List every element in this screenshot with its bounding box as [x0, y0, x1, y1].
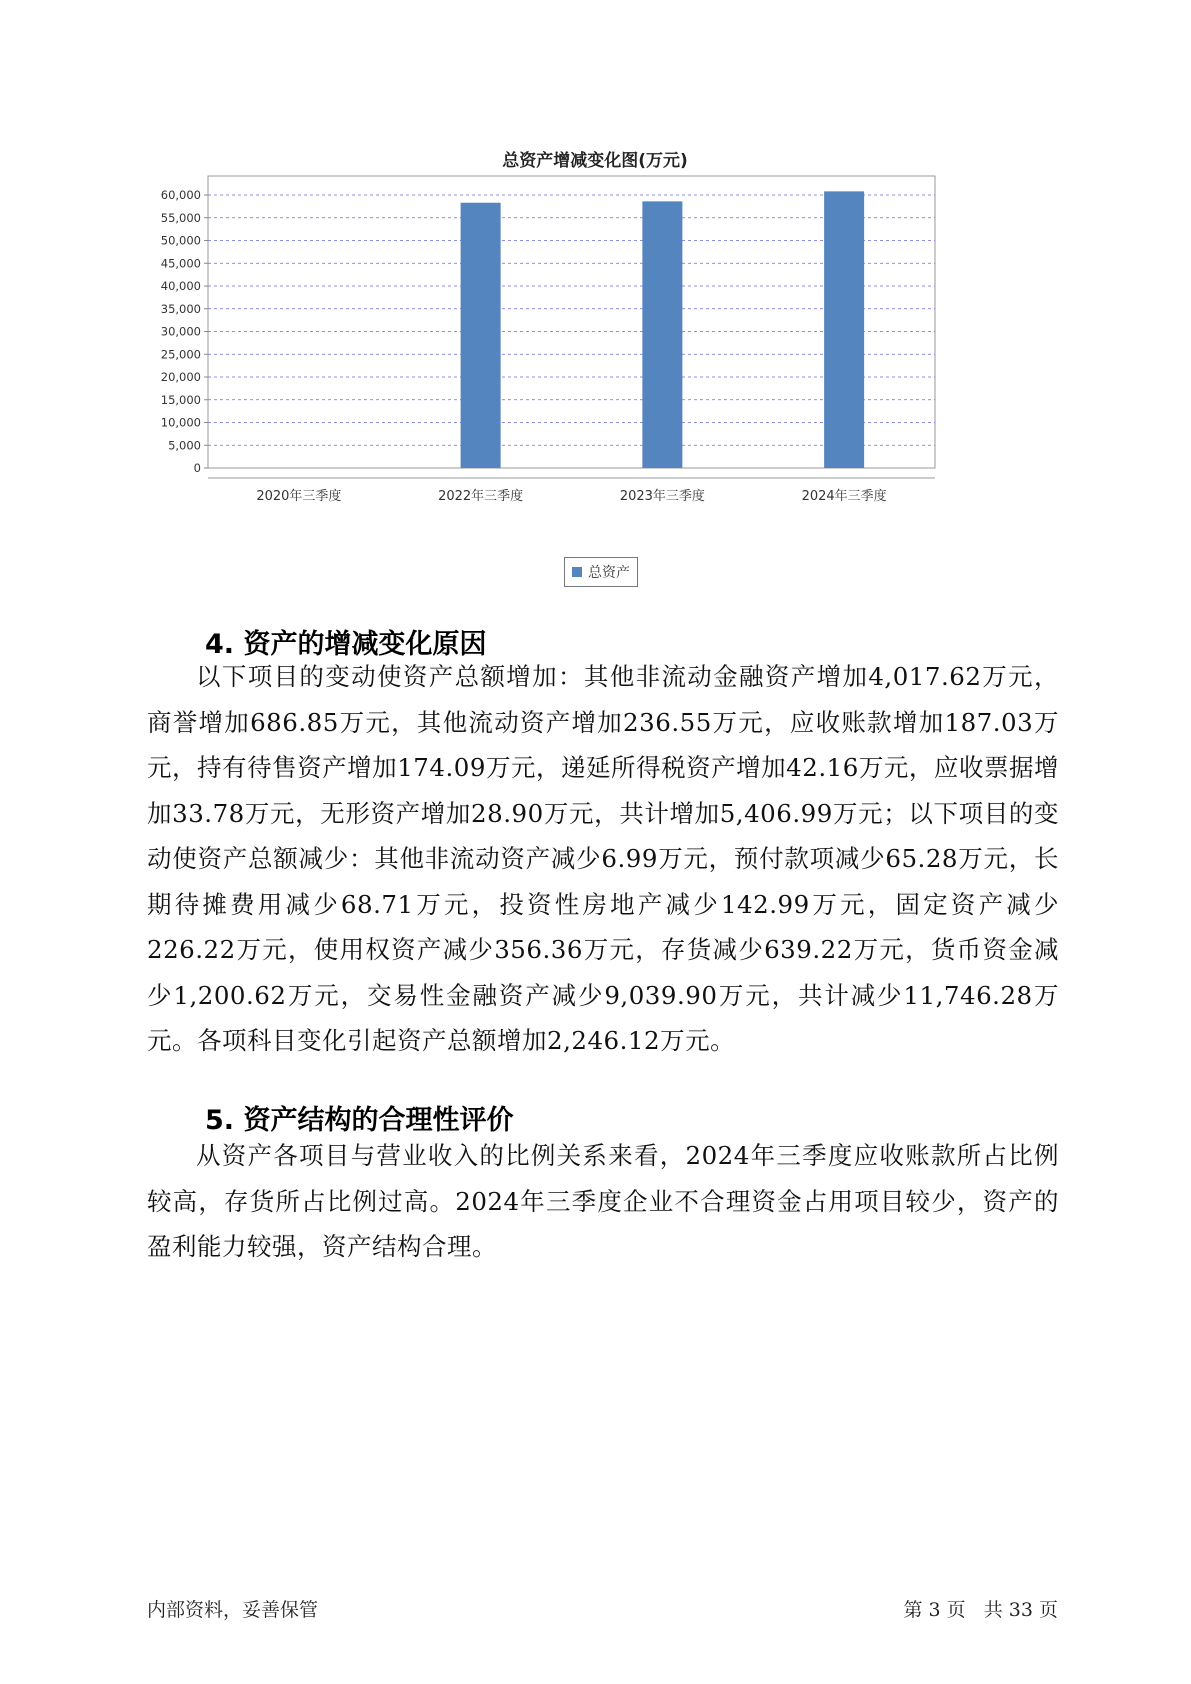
chart-title: 总资产增减变化图(万元): [502, 151, 688, 171]
footer-page-number: 第 3 页 共 33 页: [903, 1599, 1058, 1621]
y-tick-label: 40,000: [160, 279, 201, 293]
x-tick-label: 2023年三季度: [619, 489, 705, 504]
y-tick-label: 25,000: [160, 347, 201, 362]
legend-label: 总资产: [588, 565, 630, 581]
x-tick-label: 2022年三季度: [438, 489, 524, 504]
section-4-body: 以下项目的变动使资产总额增加：其他非流动金融资产增加4,017.62万元，商誉增加686.85万元，其他流动资产增加236.55万元，应收账款增加187.03万元，持有待售资产增加174.09万元，递延所得税资产增加42.16万元，应收票据增加33.78万元，无形资产增加28.90万元，共计增加5,406.99万元；以下项目的变动使资产总额减少：其他非流动资产减少6.99万元，预付款项减少65.28万元，长期待摊费用减少68.71万元，投资性房地产减少142.99万元，固定资产减少226.22万元，使用权资产减少356.36万元，存货减少639.22万元，货币资金减少1,200.62万元，交易性金融资产减少9,039.90万元，共计减少11,746.28万元。各项科目变化引起资产总额增加2,246.12万元。: [147, 662, 1059, 1055]
y-tick-label: 0: [193, 461, 201, 475]
section-5-body: 从资产各项目与营业收入的比例关系来看，2024年三季度应收账款所占比例较高，存货所占比例过高。2024年三季度企业不合理资金占用项目较少，资产的盈利能力较强，资产结构合理。: [147, 1141, 1059, 1261]
bar-2024年三季度: [824, 191, 864, 468]
section-5-heading: 5. 资产结构的合理性评价: [205, 1105, 514, 1136]
footer-confidential-note: 内部资料，妥善保管: [147, 1599, 319, 1621]
y-tick-label: 55,000: [160, 210, 201, 225]
y-tick-label: 10,000: [160, 415, 201, 430]
bar-2022年三季度: [461, 203, 501, 468]
y-tick-label: 30,000: [160, 324, 201, 339]
legend-swatch: [572, 567, 582, 577]
y-tick-label: 35,000: [160, 301, 201, 316]
y-tick-label: 50,000: [160, 233, 201, 248]
x-tick-label: 2020年三季度: [256, 489, 342, 504]
y-tick-label: 5,000: [168, 438, 201, 453]
x-tick-label: 2024年三季度: [801, 489, 887, 504]
chart-legend: [564, 557, 638, 587]
chart-plot: [150, 140, 1040, 540]
total-assets-chart: [150, 140, 1040, 600]
y-tick-label: 20,000: [160, 370, 201, 384]
bar-2023年三季度: [642, 201, 682, 468]
y-tick-label: 45,000: [160, 256, 201, 271]
y-tick-label: 60,000: [160, 188, 201, 202]
section-4-heading: 4. 资产的增减变化原因: [205, 629, 487, 660]
y-tick-label: 15,000: [160, 392, 201, 407]
